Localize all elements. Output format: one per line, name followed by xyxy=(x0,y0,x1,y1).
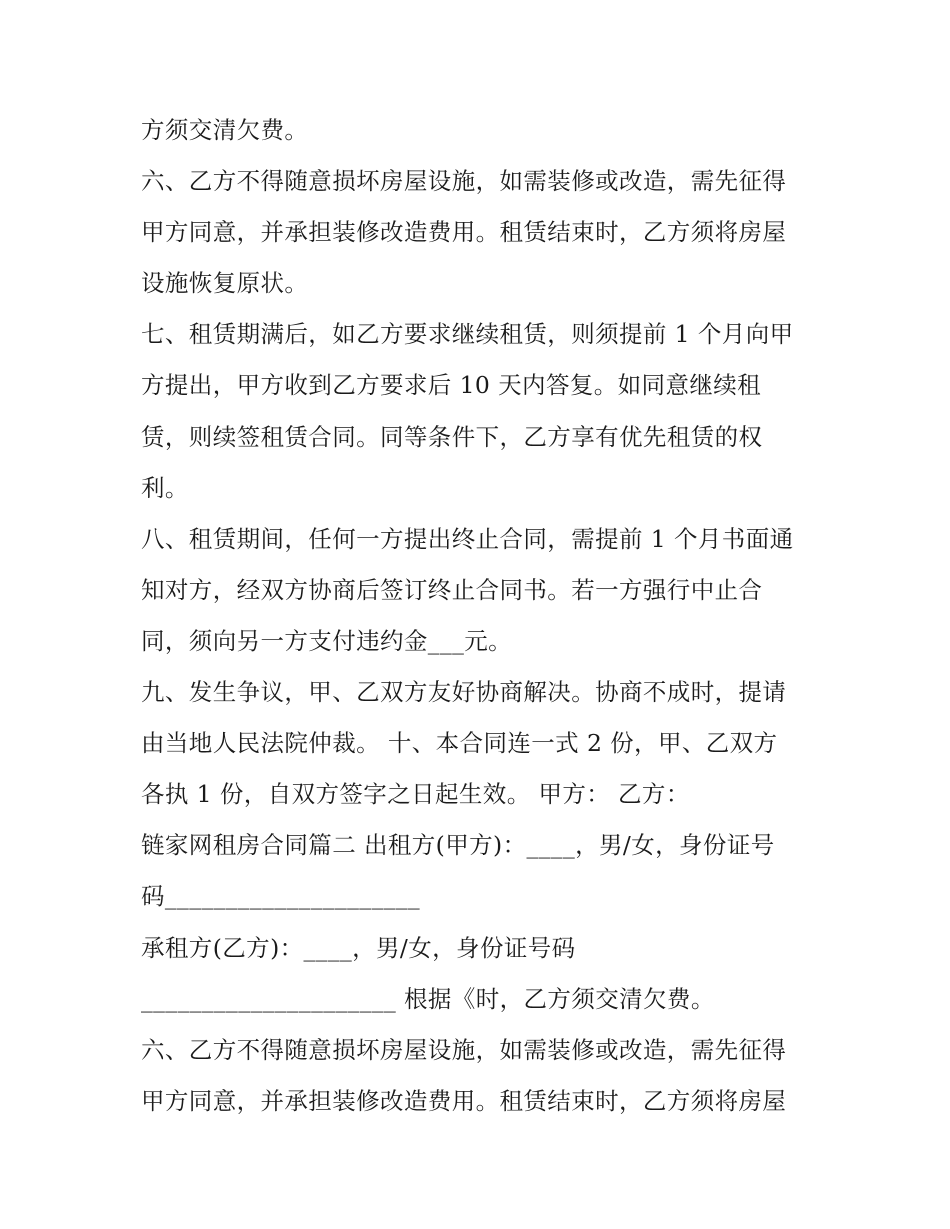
text-line: 方须交清欠费。 xyxy=(141,116,309,144)
text-line: 七、租赁期满后，如乙方要求继续租赁，则须提前 1 个月向甲 xyxy=(141,320,794,349)
text-line: 九、发生争议，甲、乙双方友好协商解决。协商不成时，提请 xyxy=(141,678,787,707)
text-line: 八、租赁期间，任何一方提出终止合同，需提前 1 个月书面通 xyxy=(141,524,794,553)
text-line: 六、乙方不得随意损坏房屋设施，如需装修或改造，需先征得 xyxy=(141,1035,787,1064)
text-line: 甲方同意，并承担装修改造费用。租赁结束时，乙方须将房屋 xyxy=(141,1086,787,1115)
text-line: 甲方同意，并承担装修改造费用。租赁结束时，乙方须将房屋 xyxy=(141,218,787,247)
text-line: _____________________ 根据《时，乙方须交清欠费。 xyxy=(141,984,715,1013)
text-line: 链家网租房合同篇二 出租方(甲方)：____，男/女，身份证号 xyxy=(141,831,775,860)
contract-text-body xyxy=(141,105,831,1127)
text-line: 六、乙方不得随意损坏房屋设施，如需装修或改造，需先征得 xyxy=(141,167,787,196)
text-line: 赁，则续签租赁合同。同等条件下，乙方享有优先租赁的权 xyxy=(141,422,763,451)
text-line: 各执 1 份，自双方签字之日起生效。 甲方： 乙方： xyxy=(141,780,690,809)
text-line: 知对方，经双方协商后签订终止合同书。若一方强行中止合 xyxy=(141,575,763,604)
text-line: 利。 xyxy=(141,473,189,502)
text-line: 码_____________________ xyxy=(141,882,421,911)
text-line: 承租方(乙方)：____，男/女，身份证号码 xyxy=(141,933,576,962)
text-line: 设施恢复原状。 xyxy=(141,269,309,298)
text-line: 方提出，甲方收到乙方要求后 10 天内答复。如同意继续租 xyxy=(141,371,762,400)
text-line: 由当地人民法院仲裁。 十、本合同连一式 2 份，甲、乙双方 xyxy=(141,729,778,758)
text-line: 同，须向另一方支付违约金___元。 xyxy=(141,626,513,655)
